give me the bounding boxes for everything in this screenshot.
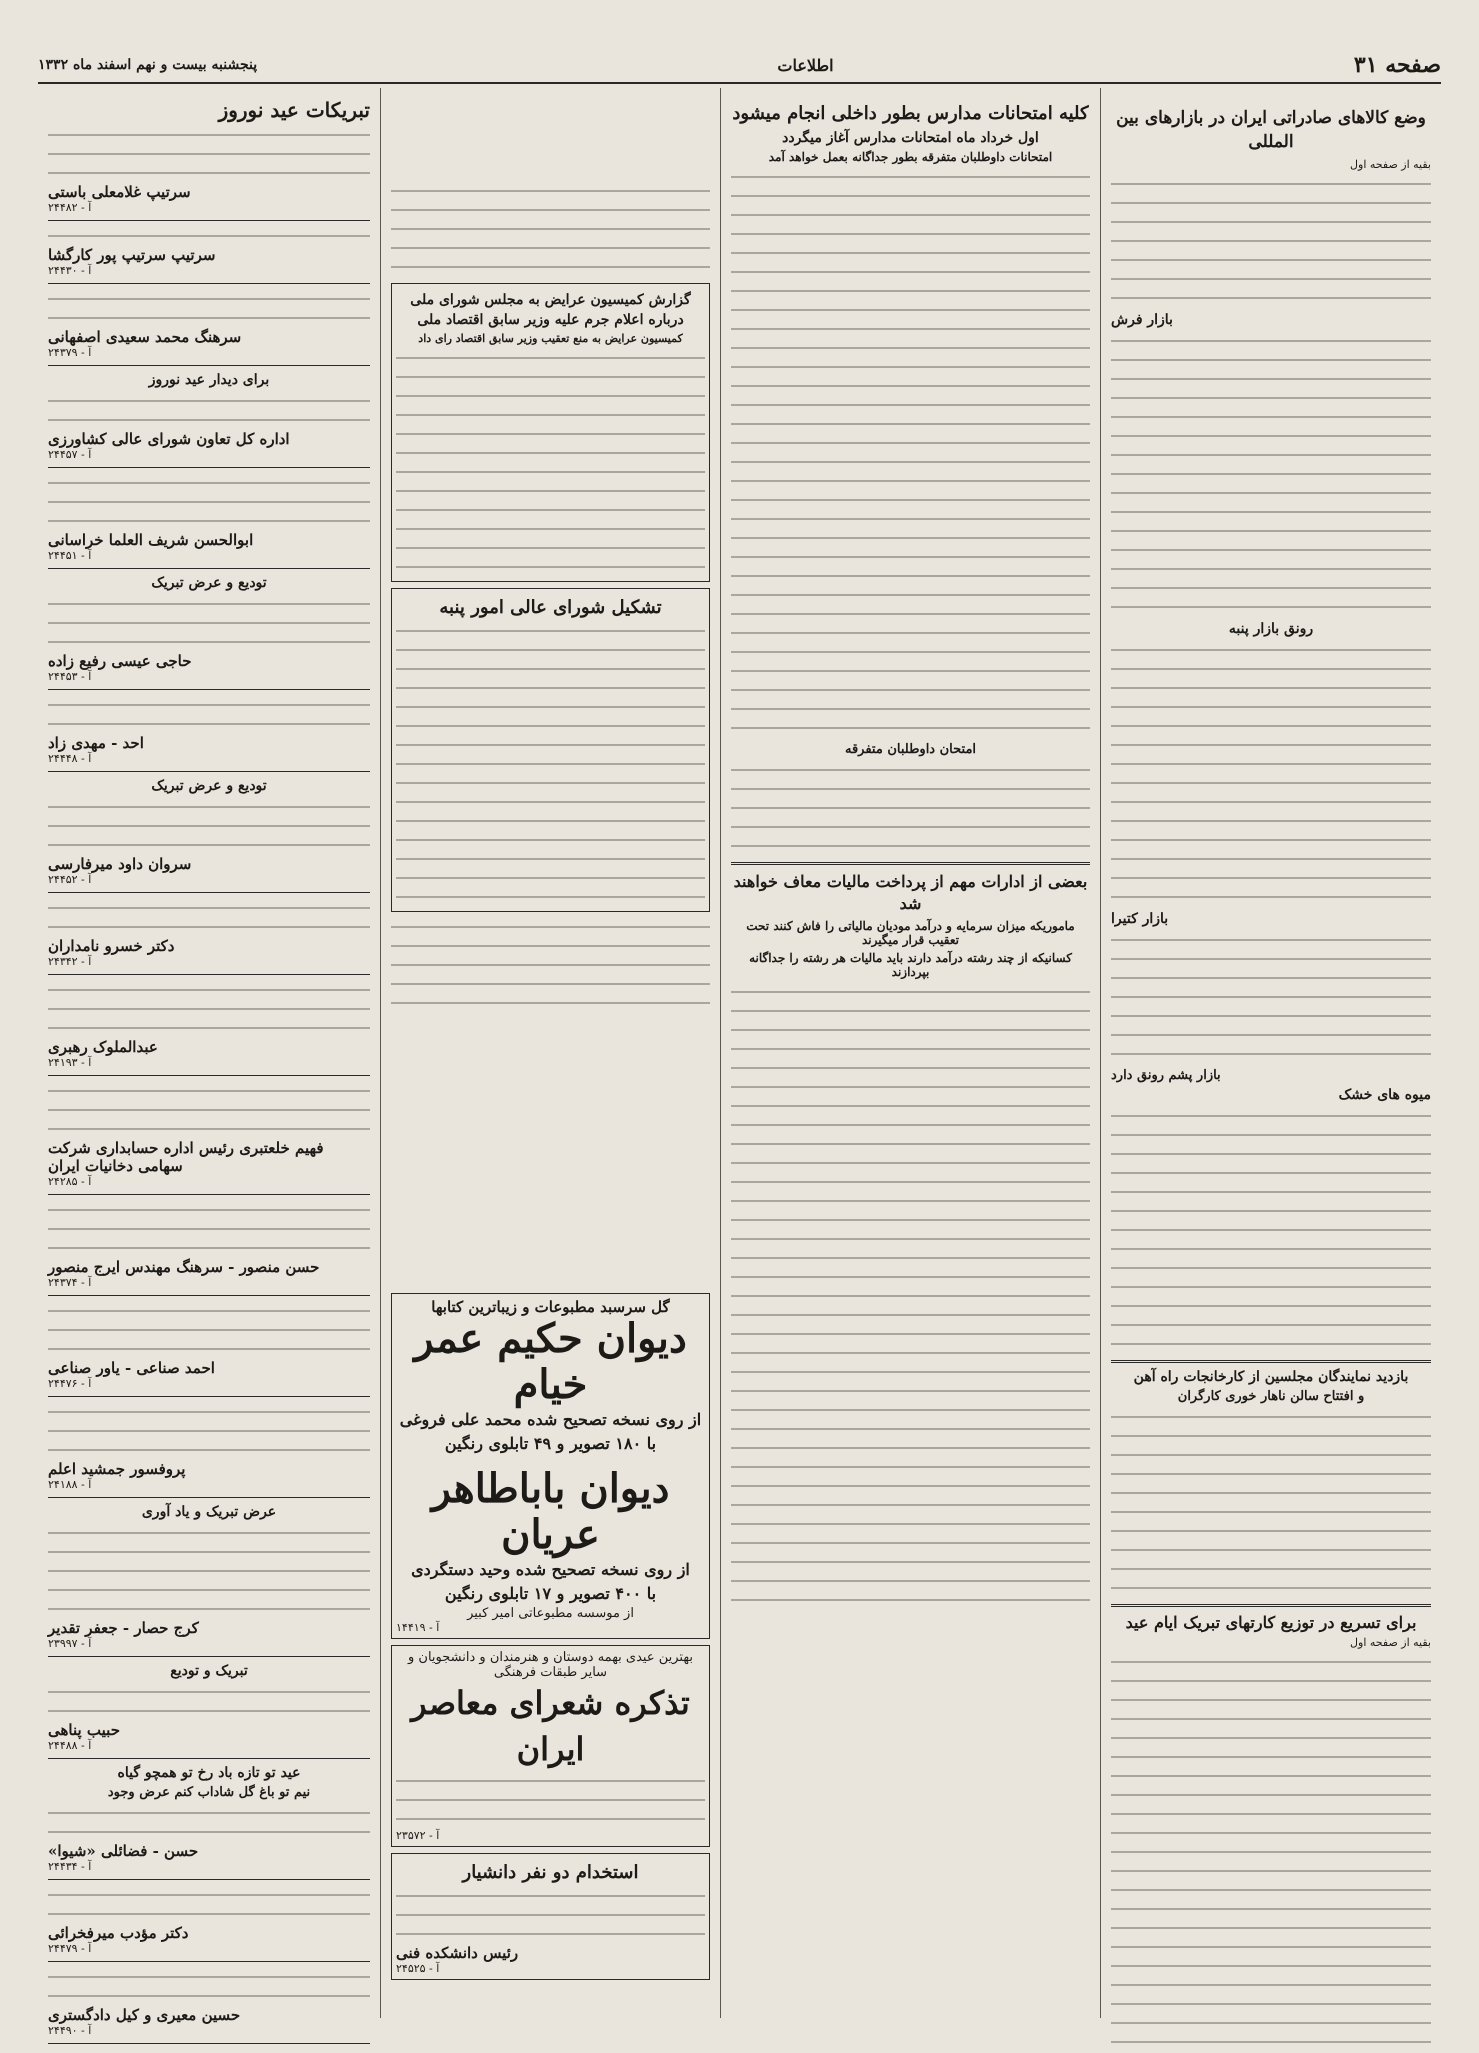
divider [48, 1295, 370, 1296]
greeting-ad-code: ۲۴۴۵۳ - آ [48, 670, 92, 683]
greeting-ad [48, 1968, 370, 2044]
greeting-ad-signature: فهیم خلعتبری رئیس اداره حسابداری شرکت سهامی دخانیات ایران [48, 1139, 324, 1175]
greeting-ad-code: ۲۴۴۵۷ - آ [48, 448, 92, 461]
visit-headline: بازدید نمایندگان مجلسین از کارخانجات راه آهن [1133, 1369, 1409, 1385]
greeting-ad-code: ۲۴۴۸۲ - آ [48, 201, 92, 214]
divider [48, 1879, 370, 1880]
columns [38, 88, 1441, 2037]
greeting-ad-code: ۲۴۴۳۰ - آ [48, 264, 92, 277]
commission-subhead: درباره اعلام جرم علیه وزیر سابق اقتصاد ملی [417, 312, 684, 328]
greeting-ad [48, 696, 370, 772]
greeting-ad [48, 899, 370, 975]
continuation-note: بقیه از صفحه اول [1350, 158, 1431, 171]
text-block [1111, 332, 1431, 617]
babataher-line-2: با ۴۰۰ تصویر و ۱۷ تابلوی رنگین [444, 1584, 657, 1603]
divider [48, 568, 370, 569]
greeting-ad-heading: تودیع و عرض تبریک [151, 778, 267, 794]
cards-headline: برای تسریع در توزیع کارتهای تبریک ایام عید [1125, 1613, 1417, 1632]
text-block [396, 622, 705, 907]
greeting-ad-signature: سرهنگ محمد سعیدی اصفهانی [48, 328, 242, 346]
subhead-dried-fruit: میوه های خشک [1338, 1087, 1431, 1103]
greeting-ad [48, 1302, 370, 1397]
text-block [48, 227, 370, 246]
text-block [731, 168, 1090, 738]
khayyam-line-2: با ۱۸۰ تصویر و ۴۹ تابلوی رنگین [444, 1434, 657, 1453]
text-block [396, 349, 705, 577]
hire-headline: استخدام دو نفر دانشیار [462, 1862, 639, 1883]
greeting-ad-signature: سرتیپ سرتیپ پور کارگشا [48, 246, 216, 264]
ad-tagline: گل سرسبد مطبوعات و زیباترین کتابها [431, 1298, 670, 1316]
hire-sign: رئیس دانشکده فنی [396, 1944, 519, 1962]
greeting-ad-signature: ابوالحسن شریف العلما خراسانی [48, 531, 254, 549]
text-block [48, 1082, 370, 1139]
text-block [1111, 175, 1431, 308]
khayyam-ad [391, 1293, 710, 1639]
text-block [48, 1403, 370, 1460]
text-block [731, 983, 1090, 1613]
greeting-ad [48, 1765, 370, 1880]
divider [48, 771, 370, 772]
right-column-headline: وضع کالاهای صادراتی ایران در بازارهای بین المللی [1116, 108, 1426, 152]
commission-subhead-2: کمیسیون عرایض به منع تعقیب وزیر سابق اقتصاد رای داد [418, 332, 683, 345]
divider [48, 2043, 370, 2044]
greeting-ad-code: ۲۴۴۵۲ - آ [48, 873, 92, 886]
subhead-wool: بازار پشم رونق دارد [1111, 1068, 1221, 1083]
poets-ad [391, 1645, 710, 1847]
right-column [1101, 88, 1441, 2018]
ad-code: ۲۴۵۲۵ - آ [396, 1962, 440, 1975]
page-number: صفحه ۳۱ [1353, 52, 1441, 78]
greeting-ad-code: ۲۴۴۹۰ - آ [48, 2024, 92, 2037]
greeting-ad-signature: حسن منصور - سرهنگ مهندس ایرج منصور [48, 1258, 320, 1276]
divider [1111, 1604, 1431, 1607]
masthead [38, 48, 1441, 84]
exams-subhead-2: امتحانات داوطلبان متفرقه بطور جداگانه بعمل خواهد آمد [768, 150, 1053, 164]
greeting-ad-code: ۲۴۲۸۵ - آ [48, 1175, 92, 1188]
cotton-headline: تشکیل شورای عالی امور پنبه [439, 597, 662, 618]
text-block [1111, 1408, 1431, 1598]
greeting-ad [48, 1504, 370, 1657]
poets-tagline: بهترین عیدی بهمه دوستان و هنرمندان و دانشجویان و سایر طبقات فرهنگی [408, 1650, 693, 1680]
greeting-ad-code: ۲۴۳۴۲ - آ [48, 955, 92, 968]
divider [48, 1497, 370, 1498]
center-right-column [721, 88, 1101, 2018]
greeting-ad-signature: حسن - فضائلی «شیوا» [48, 1842, 199, 1860]
greeting-ad [48, 474, 370, 569]
greeting-ad-signature: سرتیپ غلامعلی باستی [48, 183, 191, 201]
greeting-ad-code: ۲۴۱۹۳ - آ [48, 1056, 92, 1069]
greeting-ad [48, 126, 370, 221]
exams-subhead: اول خرداد ماه امتحانات مدارس آغاز میگردد [782, 130, 1039, 146]
text-block [396, 1887, 705, 1944]
greeting-ad-signature: حسین معیری و کیل دادگستری [48, 2006, 241, 2024]
greeting-ad-signature: حبیب پناهی [48, 1721, 120, 1739]
greeting-ad [48, 290, 370, 366]
text-block [48, 474, 370, 531]
tax-subhead-2: کسانیکه از چند رشته درآمد دارند باید مالیات هر رشته را جداگانه بپردازند [749, 951, 1072, 979]
divider [48, 220, 370, 221]
greeting-ad [48, 981, 370, 1076]
text-block [48, 899, 370, 937]
divider [48, 1396, 370, 1397]
divider [48, 689, 370, 690]
greeting-ad-code: ۲۴۴۷۶ - آ [48, 1377, 92, 1390]
divider [48, 892, 370, 893]
center-left-column [381, 88, 721, 2018]
greeting-ad [48, 1403, 370, 1498]
ad-code: ۱۴۴۱۹ - آ [396, 1621, 440, 1634]
tax-subhead: ماموریکه میزان سرمایه و درآمد مودیان مالیاتی را فاش کنند تحت تعقیب قرار میگیرند [746, 919, 1075, 947]
greeting-ad-signature: کرج حصار - جعفر تقدیر [48, 1619, 199, 1637]
greeting-ad-heading-2: نیم تو باغ گل شاداب کنم عرض وجود [107, 1785, 311, 1800]
greeting-ad-signature: حاجی عیسی رفیع زاده [48, 652, 192, 670]
divider [48, 283, 370, 284]
greeting-ad [48, 1201, 370, 1296]
greeting-ad [48, 1663, 370, 1759]
greeting-ad-signature: سروان داود میرفارسی [48, 855, 192, 873]
greeting-ad-code: ۲۴۴۴۸ - آ [48, 752, 92, 765]
text-block [48, 1968, 370, 2006]
divider [48, 1758, 370, 1759]
greetings-headline: تبریکات عید نوروز [218, 98, 370, 122]
text-block [1111, 1107, 1431, 1354]
text-block [48, 290, 370, 328]
issue-date: پنجشنبه بیست و نهم اسفند ماه ۱۳۳۲ [38, 57, 258, 73]
text-block [48, 392, 370, 430]
divider [48, 974, 370, 975]
text-block [48, 1524, 370, 1619]
commission-box [391, 283, 710, 582]
text-block [391, 918, 710, 1013]
khayyam-title: دیوان حکیم عمر خیام [414, 1315, 687, 1408]
cotton-box [391, 588, 710, 912]
text-block [48, 595, 370, 652]
subhead-cotton-boom: رونق بازار پنبه [1228, 621, 1314, 637]
greeting-ad-code: ۲۳۹۹۷ - آ [48, 1637, 92, 1650]
greeting-ad-heading: تودیع و عرض تبریک [151, 575, 267, 591]
greeting-ad-code: ۲۴۳۷۴ - آ [48, 1276, 92, 1289]
text-block [731, 761, 1090, 856]
tax-headline: بعضی از ادارات مهم از پرداخت مالیات معاف خواهند شد [733, 872, 1088, 913]
divider [48, 1656, 370, 1657]
greeting-ad [48, 778, 370, 893]
text-block [1111, 1653, 1431, 2053]
greeting-ad-signature: دکتر خسرو نامداران [48, 937, 175, 955]
text-block [48, 1804, 370, 1842]
commission-headline: گزارش کمیسیون عرایض به مجلس شورای ملی [410, 292, 691, 308]
babataher-title: دیوان باباطاهر عریان [431, 1465, 670, 1558]
greeting-ad-heading: برای دیدار عید نوروز [148, 372, 270, 388]
divider [48, 467, 370, 468]
greeting-ad-heading: تبریک و تودیع [170, 1663, 248, 1679]
visit-subhead: و افتتاح سالن ناهار خوری کارگران [1177, 1389, 1365, 1404]
greeting-ad-signature: اداره کل تعاون شورای عالی کشاورزی [48, 430, 290, 448]
greeting-ads-list [48, 126, 370, 2044]
greeting-ad-signature: عبدالملوک رهبری [48, 1038, 158, 1056]
greeting-ad-heading: عرض تبریک و یاد آوری [141, 1504, 277, 1520]
greeting-ad [48, 575, 370, 690]
text-block [48, 798, 370, 855]
greeting-ad-code: ۲۴۴۷۹ - آ [48, 1942, 92, 1955]
divider [731, 862, 1090, 865]
text-block [48, 1302, 370, 1359]
subhead-katira: بازار کتیرا [1111, 911, 1169, 927]
continuation-note: بقیه از صفحه اول [1350, 1636, 1431, 1649]
exams-headline: کلیه امتحانات مدارس بطور داخلی انجام میشود [732, 103, 1089, 124]
divider [48, 1961, 370, 1962]
text-block [1111, 641, 1431, 907]
left-column [38, 88, 381, 2037]
text-block [1111, 931, 1431, 1064]
greeting-ad-signature: احمد صناعی - یاور صناعی [48, 1359, 215, 1377]
divider [1111, 1360, 1431, 1363]
greeting-ad-code: ۲۴۳۷۹ - آ [48, 346, 92, 359]
text-block [48, 1683, 370, 1721]
khayyam-line: از روی نسخه تصحیح شده محمد علی فروغی [399, 1410, 702, 1429]
divider [48, 1194, 370, 1195]
greeting-ad-signature: پروفسور جمشید اعلم [48, 1460, 186, 1478]
babataher-line: از روی نسخه تصحیح شده وحید دستگردی [411, 1560, 690, 1579]
greeting-ad-code: ۲۴۴۵۱ - آ [48, 549, 92, 562]
greeting-ad-heading: عید تو تازه باد رخ تو همچو گیاه [117, 1765, 301, 1781]
greeting-ad [48, 372, 370, 468]
text-block [48, 696, 370, 734]
greeting-ad [48, 1886, 370, 1962]
ad-code: ۲۳۵۷۲ - آ [396, 1829, 440, 1842]
poets-title: تذکره شعرای معاصر ایران [411, 1684, 690, 1768]
text-block [48, 1201, 370, 1258]
text-block [48, 1886, 370, 1924]
text-block [48, 981, 370, 1038]
text-block [391, 182, 710, 277]
subhead-carpet: بازار فرش [1111, 312, 1173, 328]
divider [48, 1075, 370, 1076]
text-block [396, 1772, 705, 1829]
misc-exams-subhead: امتحان داوطلبان متفرقه [844, 742, 977, 757]
text-block [48, 126, 370, 183]
greeting-ad [48, 227, 370, 284]
publisher: از موسسه مطبوعاتی امیر کبیر [467, 1606, 634, 1621]
greeting-ad-code: ۲۴۱۸۸ - آ [48, 1478, 92, 1491]
greeting-ad-signature: احد - مهدی زاد [48, 734, 144, 752]
hire-box [391, 1853, 710, 1980]
divider [48, 365, 370, 366]
greeting-ad-signature: دکتر مؤدب میرفخرائی [48, 1924, 189, 1942]
greeting-ad-code: ۲۴۴۳۴ - آ [48, 1860, 92, 1873]
greeting-ad-code: ۲۴۴۸۸ - آ [48, 1739, 92, 1752]
paper-name: اطلاعات [777, 55, 834, 75]
greeting-ad [48, 1082, 370, 1195]
